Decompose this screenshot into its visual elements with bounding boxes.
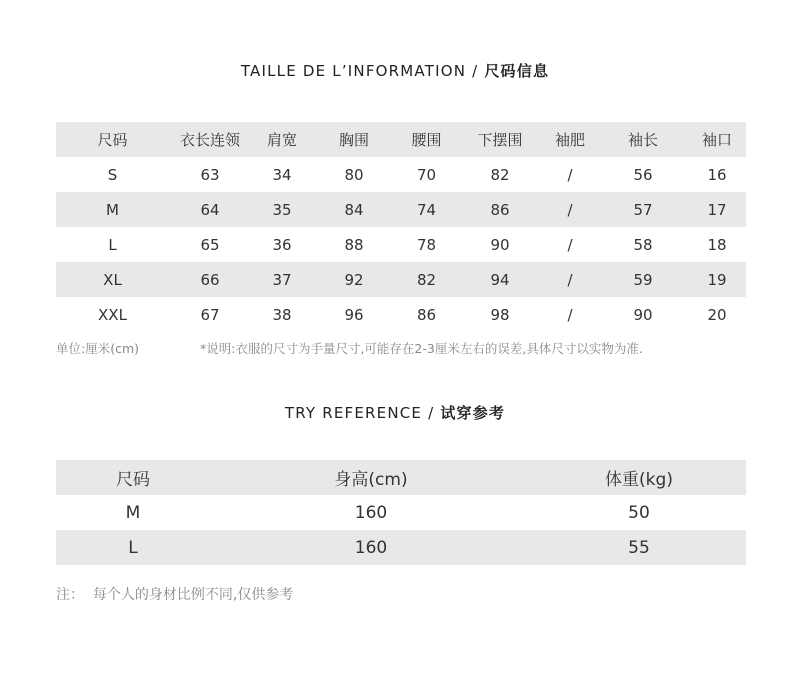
size-cell: L <box>108 235 117 254</box>
size-table-row <box>56 157 746 192</box>
size-cell: 98 <box>490 305 510 324</box>
try-cell: 50 <box>628 502 650 523</box>
size-cell: 16 <box>707 165 727 184</box>
size-cell: 56 <box>633 165 653 184</box>
size-header-cell: 尺码 <box>56 122 169 157</box>
size-cell: 36 <box>272 235 292 254</box>
size-cell: 59 <box>598 262 688 297</box>
try-reference-title-en: TRY REFERENCE / <box>284 404 435 422</box>
try-cell: M <box>125 502 141 523</box>
size-header-cell: 下摆围 <box>458 122 542 157</box>
size-table-row <box>56 192 746 227</box>
size-header-cell: 肩宽 <box>251 122 313 157</box>
size-cell: S <box>107 165 118 184</box>
size-cell: / <box>567 165 573 184</box>
try-table-header-row <box>56 460 746 495</box>
size-header-cell: 胸围 <box>313 122 395 157</box>
size-cell: 94 <box>458 262 542 297</box>
try-header-cell: 身高(cm) <box>210 460 532 495</box>
try-cell: 160 <box>210 530 532 565</box>
size-cell: / <box>542 192 598 227</box>
size-cell: 86 <box>458 192 542 227</box>
size-cell: 78 <box>416 235 437 254</box>
size-table-row <box>56 262 746 297</box>
size-cell: 38 <box>272 305 292 324</box>
size-cell: 17 <box>688 192 746 227</box>
size-cell: 58 <box>633 235 653 254</box>
size-header-cell: 衣长连领 <box>169 122 251 157</box>
size-cell: 67 <box>200 305 220 324</box>
try-cell: 55 <box>532 530 746 565</box>
size-cell: 64 <box>169 192 251 227</box>
size-cell: 84 <box>313 192 395 227</box>
size-cell: 18 <box>707 235 727 254</box>
try-reference-table <box>56 460 746 565</box>
size-header-cell: 腰围 <box>395 122 458 157</box>
try-table-row <box>56 530 746 565</box>
size-table-row <box>56 227 746 262</box>
size-cell: 80 <box>344 165 364 184</box>
size-info-heading <box>0 60 790 81</box>
size-cell: 20 <box>707 305 727 324</box>
size-cell: 37 <box>251 262 313 297</box>
size-cell: 70 <box>416 165 437 184</box>
size-cell: XL <box>56 262 169 297</box>
size-header-cell: 袖口 <box>688 122 746 157</box>
size-cell: M <box>56 192 169 227</box>
size-header-cell: 袖长 <box>598 122 688 157</box>
size-cell: 34 <box>272 165 292 184</box>
try-cell: L <box>56 530 210 565</box>
size-table <box>56 122 746 332</box>
size-cell: 66 <box>169 262 251 297</box>
size-cell: 65 <box>200 235 220 254</box>
try-reference-title-zh: 试穿参考 <box>440 404 506 422</box>
size-header-cell: 袖肥 <box>542 122 598 157</box>
size-cell: 57 <box>598 192 688 227</box>
size-cell: 63 <box>200 165 220 184</box>
size-cell: / <box>542 262 598 297</box>
try-reference-heading <box>0 402 790 423</box>
size-table-header-row <box>56 122 746 157</box>
size-cell: 90 <box>633 305 653 324</box>
size-cell: 35 <box>251 192 313 227</box>
size-cell: 19 <box>688 262 746 297</box>
try-reference-note: 注： 每个人的身材比例不同,仅供参考 <box>56 587 294 603</box>
unit-note: 单位:厘米(cm) <box>56 341 140 356</box>
size-info-title-en: TAILLE DE L’INFORMATION / <box>240 62 479 80</box>
size-cell: 86 <box>416 305 437 324</box>
size-cell: / <box>567 235 573 254</box>
size-table-row <box>56 297 746 332</box>
size-cell: 82 <box>490 165 510 184</box>
size-cell: 90 <box>490 235 510 254</box>
size-cell: 96 <box>344 305 364 324</box>
try-table-row <box>56 495 746 530</box>
size-cell: 92 <box>313 262 395 297</box>
measurement-disclaimer: *说明:衣服的尺寸为手量尺寸,可能存在2-3厘米左右的误差,具体尺寸以实物为准. <box>200 341 643 356</box>
size-cell: / <box>567 305 573 324</box>
size-cell: XXL <box>98 305 127 324</box>
size-cell: 74 <box>395 192 458 227</box>
try-header-cell: 尺码 <box>56 460 210 495</box>
size-info-title-zh: 尺码信息 <box>484 62 550 80</box>
size-cell: 88 <box>344 235 364 254</box>
size-cell: 82 <box>395 262 458 297</box>
try-header-cell: 体重(kg) <box>532 460 746 495</box>
try-cell: 160 <box>354 502 388 523</box>
